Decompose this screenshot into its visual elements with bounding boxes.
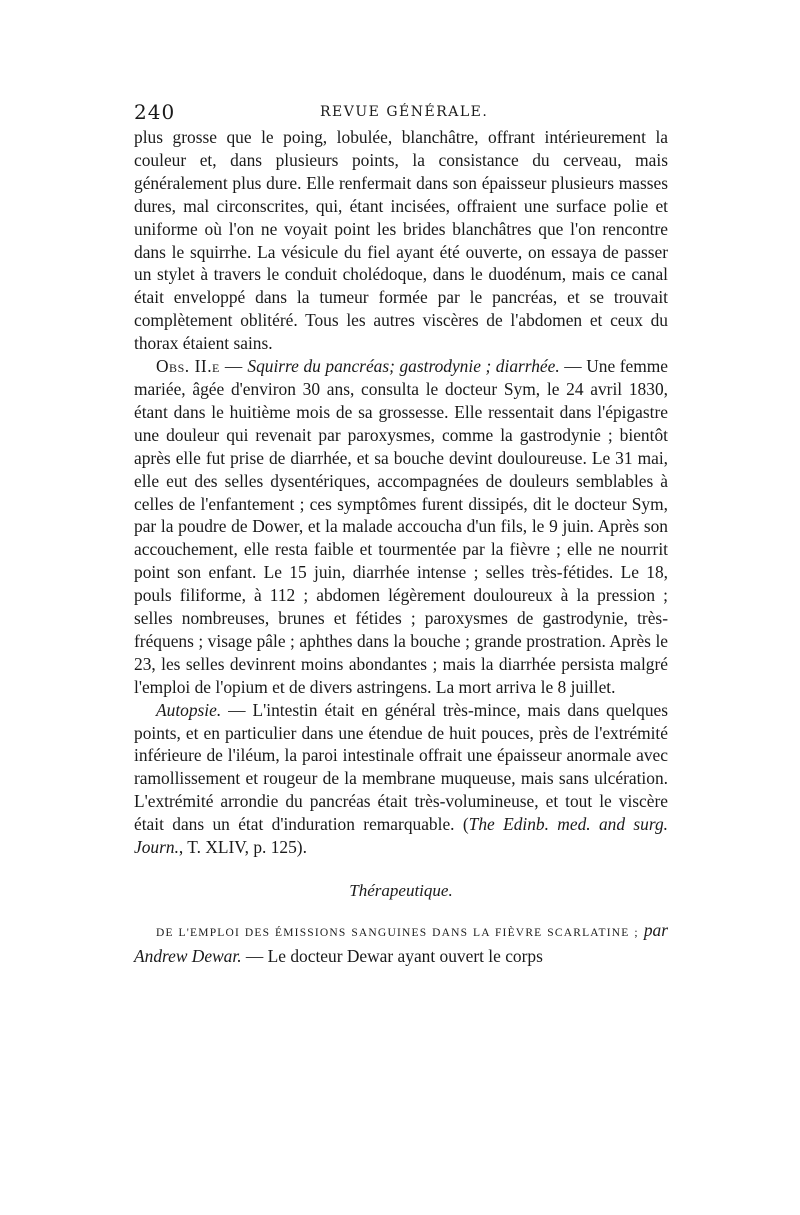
observation-text: — Une femme mariée, âgée d'environ 30 ans, consulta le docteur Sym, le 24 avril 1830, étant dans le huitième mois de sa grossesse. Elle ressentait dans l'épigastre une douleur qui revenait par paroxysmes, comme la gastrodynie ; bientôt après elle fut prise de diarrhée, et sa bouche devint douloureuse. Le 31 mai, elle eut des selles dysentériques, accompagnées de douleurs semblables à celles de l'enfantement ; ces symptômes furent dissipés, dit le docteur Sym, par la poudre de Dower, et la malade accoucha d'un fils, le 9 juin. Après son accouchement, elle resta faible et tourmentée par la fièvre ; elle ne nourrit point son enfant. Le 15 juin, diarrhée intense ; selles très-fétides. Le 18, pouls filiforme, à 112 ; abdomen légèrement douloureux à la pression ; selles nombreuses, brunes et fétides ; paroxysmes de gastrodynie, très-fréquens ; visage pâle ; aphthes dans la bouche ; grande prostration. Après le 23, les selles devinrent moins abondantes ; mais la diarrhée persista malgré l'emploi de l'opium et de divers astringens. La mort arriva le 8 juillet. (134, 356, 668, 697)
section-heading: Thérapeutique. (349, 881, 453, 900)
running-title: REVUE GÉNÉRALE. (320, 104, 489, 120)
article-author: par Andrew Dewar. (134, 920, 668, 966)
paragraph-continuation: plus grosse que le poing, lobulée, blanchâtre, offrant intérieurement la couleur et, dans plusieurs points, la consistance du cerveau, mais généralement plus dure. Elle renfermait dans son épaisseur plusieurs masses dures, mal circonscrites, qui, étant incisées, offraient une surface polie et uniforme où l'on ne voyait point les brides blanchâtres que l'on rencontre dans le squirrhe. La vésicule du fiel ayant été ouverte, on essaya de passer un stylet à travers le conduit cholédoque, dans le duodénum, mais ce canal était enveloppé dans la tumeur formée par le pancréas, et se trouvait complètement oblitéré. Tous les autres viscères de l'abdomen et ceux du thorax étaient sains. (134, 127, 668, 354)
autopsy-label: Autopsie. (156, 699, 222, 720)
article-heading (134, 919, 668, 968)
running-head (134, 96, 668, 126)
page-number: 240 (134, 100, 176, 124)
citation-end: , T. XLIV, p. 125). (178, 837, 307, 858)
page (134, 96, 668, 968)
observation-title: Squirre du pancréas; gastrodynie ; diarrhée. (247, 356, 560, 377)
body-text (134, 126, 668, 859)
article-title: DE L'EMPLOI DES ÉMISSIONS SANGUINES DANS LA FIÈVRE SCARLATINE ; (156, 927, 639, 939)
observation-label: Obs. II.e — (156, 356, 243, 377)
observation-paragraph (134, 355, 668, 699)
journal-citation: The Edinb. med. and surg. Journ. (134, 814, 668, 858)
autopsy-paragraph (134, 699, 668, 859)
autopsy-text: — L'intestin était en général très-mince, mais dans quelques points, et en particulier dans une étendue de huit pouces, près de l'extrémité inférieure de l'iléum, la paroi intestinale offrait une épaisseur anormale avec ramollissement et rougeur de la membrane muqueuse, mais sans ulcération. L'extrémité arrondie du pancréas était très-volumineuse, et tout le viscère était dans un état d'induration remarquable. ( (134, 699, 668, 835)
article-text: — Le docteur Dewar ayant ouvert le corps (241, 945, 543, 966)
